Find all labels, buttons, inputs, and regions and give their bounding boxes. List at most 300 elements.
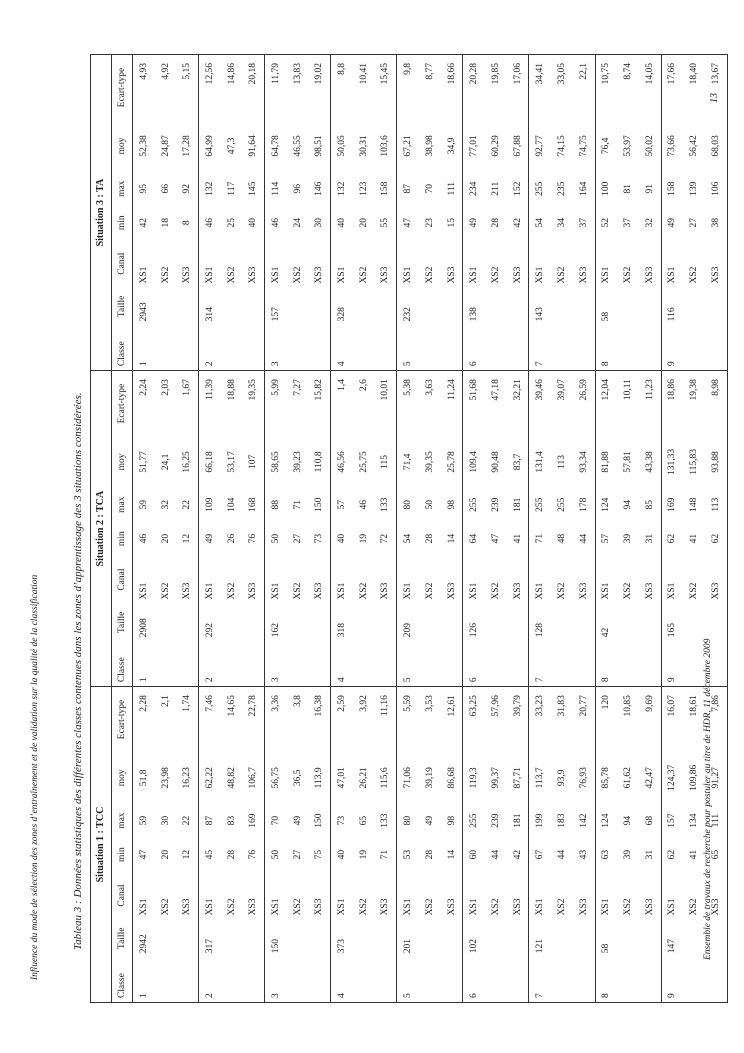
size-cell: 2908 [133, 603, 155, 641]
size-cell [353, 288, 375, 326]
value-cell: 28 [226, 849, 237, 860]
value-cell: 131,33 [661, 436, 683, 488]
value-cell: 111 [705, 804, 728, 838]
value-cell: 24,1 [160, 453, 171, 471]
value-cell: 255 [463, 488, 485, 522]
class-cell [683, 957, 705, 1002]
value-cell: 107 [248, 454, 259, 470]
class-cell: 8 [595, 641, 617, 686]
value-cell: 91,64 [248, 135, 259, 157]
value-cell: 48 [557, 533, 567, 544]
class-cell [242, 325, 264, 370]
value-cell: 123 [358, 181, 369, 196]
value-cell: 41 [689, 533, 700, 544]
value-cell: 47,3 [226, 137, 237, 155]
class-cell: 9 [661, 957, 683, 1002]
column-header: Classe [112, 325, 133, 370]
column-header-row [112, 55, 133, 1003]
table-caption: Tableau 3 : Données statistiques des différentes classes contenues dans les zones d’apprentissage des 3 situations considérées. [72, 392, 84, 950]
value-cell: 64,99 [199, 120, 221, 172]
value-cell: 34 [557, 217, 567, 228]
value-cell: 7,46 [199, 687, 221, 752]
value-cell: 76 [248, 849, 259, 860]
channel-cell: XS1 [529, 240, 551, 288]
value-cell: 57 [331, 488, 353, 522]
column-header: min [112, 522, 133, 556]
channel-cell: XS2 [689, 898, 700, 916]
size-cell: 58 [595, 919, 617, 957]
value-cell: 61,62 [623, 767, 634, 789]
channel-cell: XS3 [644, 582, 655, 600]
class-cell [176, 957, 198, 1002]
size-cell [176, 288, 198, 326]
channel-cell: XS3 [512, 582, 523, 600]
channel-cell: XS1 [199, 240, 221, 288]
value-cell: 95 [133, 172, 155, 206]
class-cell: 7 [529, 957, 551, 1002]
column-header: Ecart-type [112, 371, 133, 436]
value-cell: 11,39 [199, 371, 221, 436]
value-cell: 70 [265, 804, 287, 838]
channel-cell: XS1 [331, 872, 353, 920]
value-cell: 87 [199, 804, 221, 838]
value-cell: 87,71 [512, 767, 523, 789]
value-cell: 111 [446, 181, 457, 196]
class-cell [617, 325, 639, 370]
class-cell: 2 [199, 325, 221, 370]
value-cell: 109,4 [463, 436, 485, 488]
value-cell: 18,88 [226, 379, 237, 401]
value-cell: 47,01 [331, 752, 353, 804]
size-cell [617, 919, 639, 957]
value-cell: 117 [226, 181, 237, 196]
value-cell: 104 [226, 497, 237, 512]
value-cell: 87 [397, 172, 419, 206]
value-cell: 98 [446, 499, 457, 510]
value-cell: 27 [689, 217, 700, 228]
value-cell: 100 [595, 172, 617, 206]
value-cell: 53,97 [623, 135, 634, 157]
size-cell [639, 919, 661, 957]
value-cell: 142 [578, 813, 589, 828]
page-footer: Ensemble de travaux de recherche pour postuler au titre de HDR, 11 décembre 2009 [703, 638, 713, 960]
value-cell: 91 [644, 184, 655, 194]
situation-header: Situation 1 : TCC [91, 687, 112, 1003]
size-cell [353, 919, 375, 957]
value-cell: 5,99 [265, 371, 287, 436]
class-cell [353, 957, 375, 1002]
value-cell: 25 [226, 217, 237, 228]
value-cell: 66 [160, 184, 171, 194]
table-row [155, 55, 177, 1003]
class-cell [705, 957, 728, 1002]
value-cell: 40 [331, 522, 353, 556]
value-cell: 9,8 [397, 55, 419, 121]
value-cell: 43 [578, 849, 589, 860]
class-cell: 7 [529, 641, 551, 686]
channel-cell: XS1 [529, 556, 551, 604]
value-cell: 39 [623, 533, 634, 544]
size-cell [485, 919, 507, 957]
class-cell: 1 [133, 957, 155, 1002]
size-cell [221, 919, 243, 957]
table-row [507, 55, 529, 1003]
value-cell: 10,75 [595, 55, 617, 121]
value-cell: 50 [265, 522, 287, 556]
value-cell: 74,15 [557, 135, 567, 157]
channel-cell: XS2 [490, 266, 501, 284]
value-cell: 183 [557, 813, 567, 828]
size-cell [551, 288, 573, 326]
value-cell: 20 [358, 217, 369, 228]
channel-cell: XS2 [623, 582, 634, 600]
class-cell [441, 957, 463, 1002]
class-cell [485, 325, 507, 370]
size-cell [309, 603, 331, 641]
channel-cell: XS3 [248, 898, 259, 916]
column-header: Taille [112, 603, 133, 641]
value-cell: 60 [463, 838, 485, 872]
size-cell [551, 603, 573, 641]
size-cell: 157 [265, 288, 287, 326]
value-cell: 132 [331, 172, 353, 206]
value-cell: 49 [661, 206, 683, 240]
value-cell: 36,5 [292, 769, 303, 787]
value-cell: 124 [595, 488, 617, 522]
column-header: min [112, 206, 133, 240]
class-cell: 3 [265, 957, 287, 1002]
class-cell [375, 641, 397, 686]
class-cell: 2 [199, 641, 221, 686]
size-cell: 292 [199, 603, 221, 641]
size-cell [683, 919, 705, 957]
channel-cell: XS1 [529, 872, 551, 920]
table-row [133, 55, 155, 1003]
value-cell: 3,53 [424, 695, 435, 712]
value-cell: 113 [557, 454, 567, 469]
size-cell: 138 [463, 288, 485, 326]
channel-cell: XS2 [358, 266, 369, 284]
column-header: max [112, 488, 133, 522]
channel-cell: XS2 [557, 582, 567, 600]
value-cell: 23,98 [160, 767, 171, 789]
size-cell: 126 [463, 603, 485, 641]
value-cell: 103,6 [380, 135, 391, 157]
class-cell [221, 641, 243, 686]
value-cell: 50 [424, 499, 435, 510]
value-cell: 48,82 [226, 767, 237, 789]
size-cell [507, 603, 529, 641]
table-row [705, 55, 728, 1003]
value-cell: 92,77 [529, 120, 551, 172]
table-row [595, 55, 617, 1003]
value-cell: 18 [160, 217, 171, 228]
value-cell: 12,61 [446, 695, 457, 717]
channel-cell: XS3 [248, 582, 259, 600]
value-cell: 26 [226, 533, 237, 544]
value-cell: 98,51 [314, 135, 325, 157]
value-cell: 20 [160, 849, 171, 860]
value-cell: 13,83 [287, 55, 309, 121]
size-cell [683, 288, 705, 326]
class-cell [639, 641, 661, 686]
class-cell [242, 641, 264, 686]
channel-cell: XS3 [705, 872, 728, 920]
value-cell: 99,37 [490, 767, 501, 789]
class-cell [176, 641, 198, 686]
value-cell: 16,38 [314, 695, 325, 717]
size-cell: 232 [397, 288, 419, 326]
value-cell: 8,8 [331, 55, 353, 121]
value-cell: 27 [292, 849, 303, 860]
channel-cell: XS3 [644, 898, 655, 916]
value-cell: 4,93 [133, 55, 155, 121]
size-cell [551, 919, 573, 957]
value-cell: 110,8 [314, 451, 325, 473]
statistics-table [90, 54, 728, 1003]
column-header: Classe [112, 641, 133, 686]
value-cell: 47 [133, 838, 155, 872]
value-cell: 33,05 [551, 55, 573, 121]
size-cell [375, 603, 397, 641]
channel-cell: XS1 [265, 556, 287, 604]
size-cell [155, 288, 177, 326]
size-cell [242, 603, 264, 641]
value-cell: 16,07 [661, 687, 683, 752]
value-cell: 62,22 [199, 752, 221, 804]
channel-cell: XS1 [199, 556, 221, 604]
channel-cell: XS3 [578, 582, 589, 600]
value-cell: 39,07 [557, 379, 567, 401]
class-cell [617, 957, 639, 1002]
class-cell [155, 325, 177, 370]
value-cell: 131,4 [529, 436, 551, 488]
value-cell: 28 [424, 533, 435, 544]
channel-cell: XS2 [292, 266, 303, 284]
value-cell: 181 [512, 813, 523, 828]
value-cell: 56,42 [689, 135, 700, 157]
value-cell: 30 [160, 815, 171, 826]
value-cell: 81 [623, 184, 634, 194]
size-cell: 162 [265, 603, 287, 641]
size-cell: 373 [331, 919, 353, 957]
value-cell: 64 [463, 522, 485, 556]
value-cell: 17,28 [182, 135, 193, 157]
column-header: moy [112, 436, 133, 488]
size-cell: 2942 [133, 919, 155, 957]
value-cell: 49 [292, 815, 303, 826]
class-cell [683, 325, 705, 370]
value-cell: 71,4 [397, 436, 419, 488]
value-cell: 19,85 [485, 55, 507, 121]
value-cell: 30,31 [358, 135, 369, 157]
table-row [375, 55, 397, 1003]
value-cell: 83,7 [512, 453, 523, 471]
class-cell: 5 [397, 641, 419, 686]
channel-cell: XS3 [182, 582, 193, 600]
column-header: Canal [112, 872, 133, 920]
size-cell [573, 603, 595, 641]
size-cell [639, 603, 661, 641]
class-cell: 9 [661, 325, 683, 370]
value-cell: 46,56 [331, 436, 353, 488]
column-header: Canal [112, 556, 133, 604]
class-cell: 6 [463, 325, 485, 370]
value-cell: 52,38 [133, 120, 155, 172]
value-cell: 2,6 [358, 379, 369, 391]
value-cell: 3,92 [358, 695, 369, 712]
size-cell: 102 [463, 919, 485, 957]
value-cell: 14,86 [221, 55, 243, 121]
class-cell [287, 325, 309, 370]
size-cell [419, 919, 441, 957]
class-cell: 4 [331, 957, 353, 1002]
size-cell: 116 [661, 288, 683, 326]
value-cell: 10,85 [623, 695, 634, 717]
size-cell [705, 603, 728, 641]
size-cell: 201 [397, 919, 419, 957]
channel-cell: XS1 [595, 240, 617, 288]
size-cell [617, 603, 639, 641]
class-cell [573, 641, 595, 686]
value-cell: 76,93 [578, 767, 589, 789]
class-cell [287, 957, 309, 1002]
value-cell: 32,21 [512, 379, 523, 401]
value-cell: 1,74 [182, 695, 193, 712]
channel-cell: XS3 [644, 266, 655, 284]
value-cell: 47 [397, 206, 419, 240]
class-cell: 2 [199, 957, 221, 1002]
value-cell: 8,74 [617, 55, 639, 121]
value-cell: 42 [512, 849, 523, 860]
table-row [242, 55, 264, 1003]
channel-cell: XS1 [661, 556, 683, 604]
value-cell: 46 [199, 206, 221, 240]
class-cell [551, 957, 573, 1002]
value-cell: 28 [424, 849, 435, 860]
size-cell [485, 603, 507, 641]
size-cell: 328 [331, 288, 353, 326]
value-cell: 12 [182, 533, 193, 544]
value-cell: 115 [380, 454, 391, 469]
value-cell: 133 [380, 813, 391, 828]
value-cell: 27 [292, 533, 303, 544]
value-cell: 37 [578, 217, 589, 228]
channel-cell: XS3 [512, 898, 523, 916]
value-cell: 16,23 [182, 767, 193, 789]
value-cell: 86,68 [446, 767, 457, 789]
value-cell: 255 [463, 804, 485, 838]
class-cell: 6 [463, 957, 485, 1002]
value-cell: 63 [595, 838, 617, 872]
value-cell: 113,9 [314, 767, 325, 789]
value-cell: 51,8 [133, 752, 155, 804]
channel-cell: XS2 [623, 898, 634, 916]
value-cell: 26,59 [578, 379, 589, 401]
channel-cell: XS3 [182, 266, 193, 284]
value-cell: 14,65 [226, 695, 237, 717]
table-row [573, 55, 595, 1003]
class-cell: 6 [463, 641, 485, 686]
value-cell: 75 [314, 849, 325, 860]
value-cell: 20,77 [578, 695, 589, 717]
value-cell: 73 [331, 804, 353, 838]
table-row [463, 55, 485, 1003]
channel-cell: XS2 [226, 582, 237, 600]
channel-cell: XS2 [292, 898, 303, 916]
class-cell [639, 957, 661, 1002]
channel-cell: XS3 [380, 266, 391, 284]
channel-cell: XS2 [358, 582, 369, 600]
value-cell: 11,79 [265, 55, 287, 121]
channel-cell: XS3 [314, 898, 325, 916]
value-cell: 92 [182, 184, 193, 194]
value-cell: 49 [424, 815, 435, 826]
channel-cell: XS3 [578, 898, 589, 916]
channel-cell: XS3 [182, 898, 193, 916]
column-header: Taille [112, 919, 133, 957]
column-header: Canal [112, 240, 133, 288]
value-cell: 50,02 [644, 135, 655, 157]
channel-cell: XS3 [705, 240, 728, 288]
value-cell: 8,98 [705, 371, 728, 436]
table-row [331, 55, 353, 1003]
value-cell: 19,02 [309, 55, 331, 121]
value-cell: 19 [358, 533, 369, 544]
value-cell: 88 [265, 488, 287, 522]
value-cell: 77,01 [463, 120, 485, 172]
value-cell: 150 [314, 813, 325, 828]
size-cell [683, 603, 705, 641]
class-cell [353, 641, 375, 686]
value-cell: 234 [463, 172, 485, 206]
value-cell: 115,83 [689, 449, 700, 475]
size-cell [242, 919, 264, 957]
value-cell: 80 [397, 488, 419, 522]
value-cell: 51,77 [133, 436, 155, 488]
value-cell: 235 [557, 181, 567, 196]
channel-cell: XS1 [661, 872, 683, 920]
channel-cell: XS2 [557, 266, 567, 284]
value-cell: 19,35 [248, 379, 259, 401]
size-cell: 42 [595, 603, 617, 641]
channel-cell: XS2 [226, 266, 237, 284]
channel-cell: XS2 [358, 898, 369, 916]
value-cell: 67,21 [397, 120, 419, 172]
size-cell [419, 603, 441, 641]
value-cell: 53,17 [226, 451, 237, 473]
value-cell: 8 [182, 220, 193, 226]
value-cell: 24,87 [160, 135, 171, 157]
channel-cell: XS3 [446, 898, 457, 916]
situation-header: Situation 2 : TCA [91, 371, 112, 687]
value-cell: 59 [133, 804, 155, 838]
value-cell: 91,27 [705, 752, 728, 804]
table-row [287, 55, 309, 1003]
value-cell: 76,4 [595, 120, 617, 172]
value-cell: 34,9 [446, 137, 457, 155]
class-cell [242, 957, 264, 1002]
channel-cell: XS3 [512, 266, 523, 284]
class-cell: 8 [595, 957, 617, 1002]
value-cell: 58,65 [265, 436, 287, 488]
value-cell: 67 [529, 838, 551, 872]
value-cell: 74,75 [578, 135, 589, 157]
value-cell: 25,78 [446, 451, 457, 473]
value-cell: 39,79 [512, 695, 523, 717]
channel-cell: XS3 [314, 266, 325, 284]
size-cell [176, 919, 198, 957]
